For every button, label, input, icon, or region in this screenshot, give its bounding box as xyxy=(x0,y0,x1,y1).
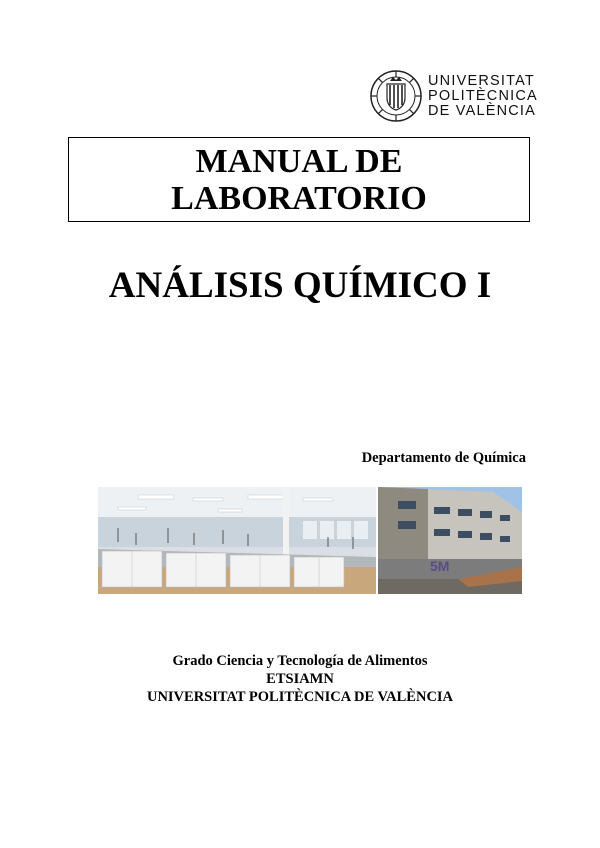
laboratory-photo-strip xyxy=(98,487,522,594)
logo-line-3: DE VALÈNCIA xyxy=(428,103,537,119)
building-photo xyxy=(378,487,522,594)
school-line: ETSIAMN xyxy=(266,671,334,687)
title-line-2: LABORATORIO xyxy=(171,179,427,217)
manual-title-box xyxy=(68,137,530,222)
university-logo xyxy=(370,70,538,126)
logo-line-1: UNIVERSITAT xyxy=(428,73,535,89)
building-sign-label: 5M xyxy=(430,558,450,574)
degree-line: Grado Ciencia y Tecnología de Alimentos xyxy=(172,653,428,669)
department-label: Departamento de Química xyxy=(361,450,526,466)
university-line: UNIVERSITAT POLITÈCNICA DE VALÈNCIA xyxy=(146,689,454,705)
laboratory-photo xyxy=(98,487,376,594)
subject-title: ANÁLISIS QUÍMICO I xyxy=(108,265,492,306)
university-seal-icon xyxy=(370,70,422,122)
title-line-1: MANUAL DE xyxy=(195,142,403,180)
footer-block xyxy=(0,652,600,706)
logo-line-2: POLITÈCNICA xyxy=(428,88,538,104)
university-logo-text xyxy=(428,74,538,119)
